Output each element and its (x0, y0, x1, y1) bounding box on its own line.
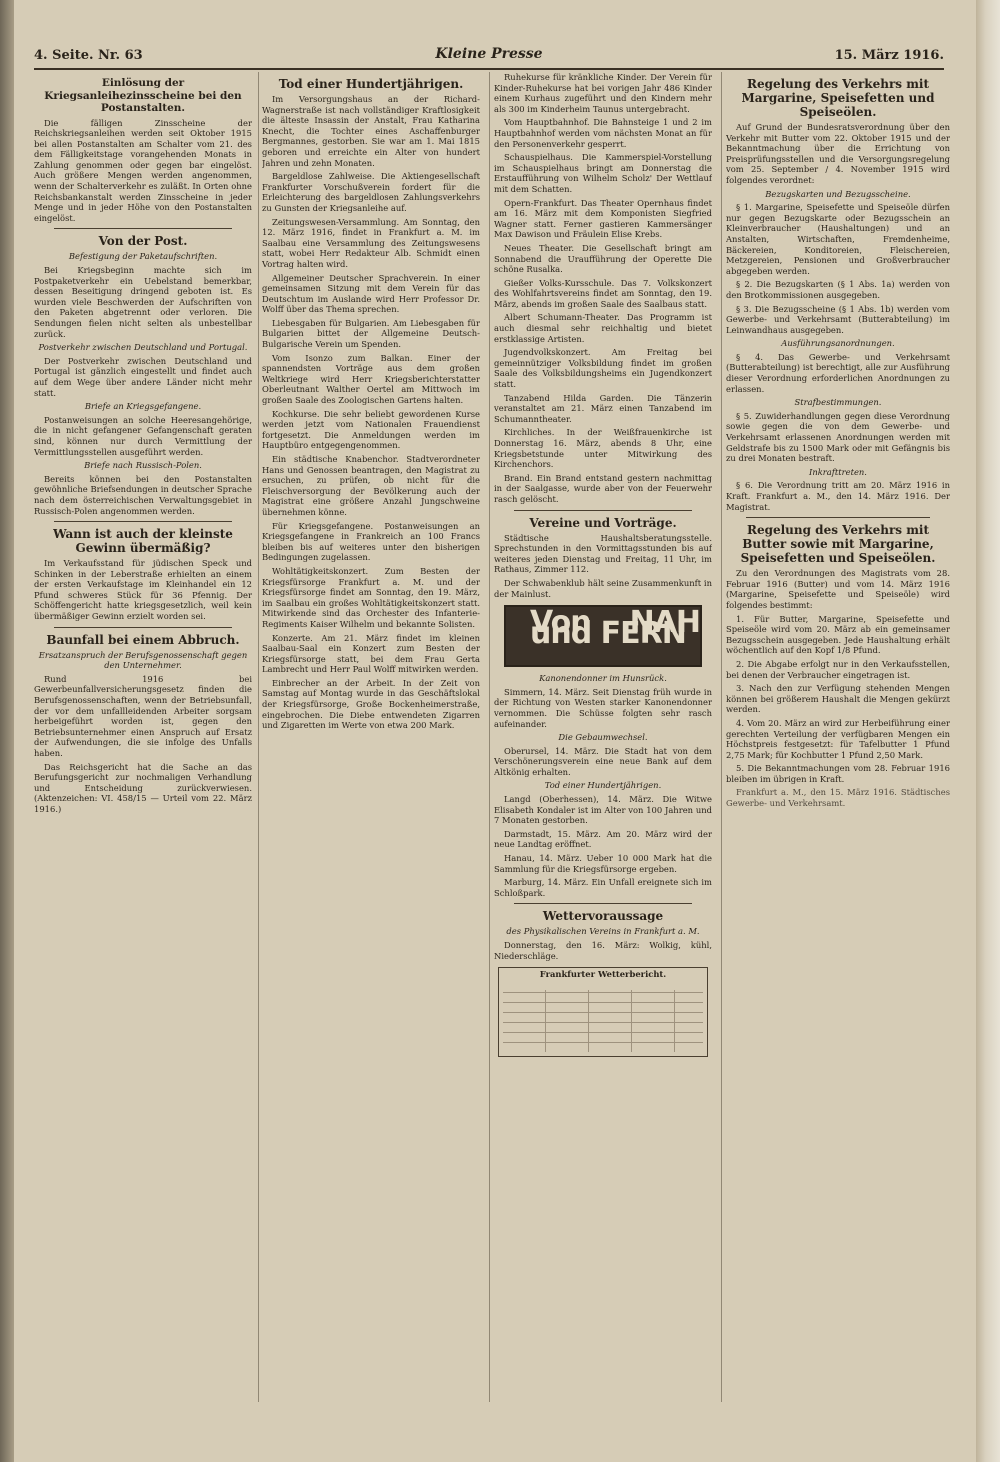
column-3 (494, 72, 712, 1402)
subheadline: Briefe nach Russisch-Polen. (84, 460, 202, 471)
article-text: Schauspielhaus. Die Kammerspiel-Vorstellung im Schauspielhaus bringt am Donnerstag die Erstaufführung von Wilhelm Scholz' Der Wettlauf mit dem Schatten. (494, 152, 712, 194)
article-text: Hanau, 14. März. Ueber 10 000 Mark hat die Sammlung für die Kriegsfürsorge ergeben. (494, 853, 712, 874)
article-text: Neues Theater. Die Gesellschaft bringt am Sonnabend die Uraufführung der Operette Die schöne Rusalka. (494, 242, 712, 275)
subheadline: Ausführungsanordnungen. (781, 338, 895, 349)
article-text: § 2. Die Bezugskarten (§ 1 Abs. 1a) werden von den Brotkommissionen ausgegeben. (726, 279, 950, 300)
column-2 (262, 72, 480, 1402)
subheadline: Tod einer Hundertjährigen. (544, 780, 662, 791)
divider (54, 228, 232, 229)
article-text: Der Postverkehr zwischen Deutschland und Portugal ist gänzlich eingestellt und findet auch auf dem Wege über andere Länder nicht mehr statt. (34, 355, 252, 398)
article-text: 3. Nach den zur Verfügung stehenden Mengen können bei größerem Haushalt die Mengen gekürzt werden. (726, 683, 950, 715)
article-text: § 6. Die Verordnung tritt am 20. März 1916 in Kraft. Frankfurt a. M., den 14. März 1916. Der Magistrat. (726, 480, 950, 512)
article-text: § 5. Zuwiderhandlungen gegen diese Verordnung sowie gegen die von dem Gewerbe- und Verkehrsamt erlassenen Anordnungen werden mit Geldstrafe bis zu 1500 Mark oder mit Gefängnis bis zu drei Monaten bestraft. (726, 410, 950, 464)
column-divider (721, 72, 722, 1402)
subheadline: Inkrafttreten. (809, 466, 867, 477)
weather-table-title: Frankfurter Wetterbericht. (539, 969, 667, 980)
article-text: Rund 1916 bei Gewerbeunfallversicherungsgesetz finden die Berufsgenossenschaften, wenn der Betriebsunfall, der vor dem unfallleidenden Arbeiter sorgsam herbeigeführt worden ist, gegen den Betriebsunternehmer einen Anspruch auf Ersatz der Aufwendungen, die sie infolge des Unfalls haben. (34, 673, 252, 758)
masthead (34, 44, 944, 70)
article-text: § 3. Die Bezugsscheine (§ 1 Abs. 1b) werden vom Gewerbe- und Verkehrsamt (Butterabteilung) im Leinwandhaus ausgegeben. (726, 303, 950, 335)
column-1 (34, 72, 252, 1402)
article-text: Die fälligen Zinsscheine der Reichskriegsanleihen werden seit Oktober 1915 bei allen Postanstalten am Schalter vom 21. des dem Fälligkeitstage vorangehenden Monats in Zahlung genommen oder gegen bar eingelöst. Auch größere Mengen werden angenommen, wenn der Schalterverkehr es zuläßt. In Orten ohne Reichsbankanstalt werden Zinsscheine in jeder Menge und in jeder Höhe von den Postanstalten eingelöst. (34, 117, 252, 223)
article-text: § 1. Margarine, Speisefette und Speiseöle dürfen nur gegen Bezugskarte oder Bezugsschein an Kleinverbraucher (Haushaltungen) und an Anstalten, Wirtschaften, Fremdenheime, Bäckereien, Konditoreien, Fleischereien, Metzgereien, Pensionen und Großverbraucher abgegeben werden. (726, 202, 950, 276)
article-text: Ein städtische Knabenchor. Stadtverordneter Hans und Genossen beantragen, den Magistrat zu ersuchen, zu prüfen, ob nicht für die Fleischversorgung der Bevölkerung auch der Magistrat eine größere Anzahl Jungschweine übernehmen könne. (262, 454, 480, 517)
article-text: Bargeldlose Zahlweise. Die Aktiengesellschaft Frankfurter Vorschußverein fordert für die Erleichterung des bargeldlosen Zahlungsverkehrs zu Gunsten der Kriegsanleihe auf. (262, 171, 480, 213)
subheadline: des Physikalischen Vereins in Frankfurt a. M. (506, 926, 700, 937)
article-text: Postanweisungen an solche Heeresangehörige, die in nicht gefangener Gefangenschaft geraten sind, können nur durch Vermittlung der Vermittlungsstellen ausgeführt werden. (34, 414, 252, 457)
column-divider (489, 72, 490, 1402)
page-number: 4. Seite. Nr. 63 (34, 48, 143, 63)
page-edge-left (0, 0, 14, 1462)
subheadline: Bezugskarten und Bezugsscheine. (765, 188, 911, 199)
article-text: Einbrecher an der Arbeit. In der Zeit von Samstag auf Montag wurde in das Geschäftslokal der Kriegsfürsorge, Große Bockenheimerstraße, eingebrochen. Die Diebe entwendeten Zigarren und Zigaretten im Werte von etwa 200 Mark. (262, 677, 480, 731)
article-text: Zeitungswesen-Versammlung. Am Sonntag, den 12. März 1916, findet in Frankfurt a. M. im Saalbau eine Versammlung des Zeitungswesens statt, wobei Herr Redakteur Alb. Schmidt einen Vortrag halten wird. (262, 216, 480, 269)
headline: Wann ist auch der kleinste Gewinn übermäßig? (53, 527, 233, 556)
article-text: Zu den Verordnungen des Magistrats vom 28. Februar 1916 (Butter) und vom 14. März 1916 (Margarine, Speisefette und Speiseöle) wird folgendes bestimmt: (726, 568, 950, 610)
divider (54, 627, 232, 628)
article-text: Langd (Oberhessen), 14. März. Die Witwe Elisabeth Kondaler ist im Alter von 100 Jahren und 7 Monaten gestorben. (494, 794, 712, 826)
article-text: 5. Die Bekanntmachungen vom 28. Februar 1916 bleiben im übrigen in Kraft. (726, 763, 950, 784)
headline: Baunfall bei einem Abbruch. (46, 632, 240, 647)
article-footer: Frankfurt a. M., den 15. März 1916. Städtisches Gewerbe- und Verkehrsamt. (726, 787, 950, 809)
article-text: Liebesgaben für Bulgarien. Am Liebesgaben für Bulgarien bittet der Allgemeine Deutsch-Bulgarische Verein um Spenden. (262, 317, 480, 350)
section-banner (504, 605, 702, 667)
article-text: Das Reichsgericht hat die Sache an das Berufungsgericht zur nochmaligen Verhandlung und Entscheidung zurückverwiesen. (Aktenzeichen: VI. 458/15 — Urteil vom 22. März 1916.) (34, 761, 252, 814)
article-text: Opern-Frankfurt. Das Theater Opernhaus findet am 16. März mit dem Komponisten Siegfried Wagner statt. Ferner gastieren Kammersänger Max Dawison und Fräulein Elise Krebs. (494, 197, 712, 240)
headline: Einlösung der Kriegsanleihezinsscheine bei den Postanstalten. (44, 77, 242, 114)
article-text: Kirchliches. In der Weißfrauenkirche ist Donnerstag 16. März, abends 8 Uhr, eine Kriegsbetstunde unter Mitwirkung des Kirchenchors. (494, 427, 712, 470)
page-edge-right (976, 0, 1000, 1462)
section-banner-title: Von NAH und FERN (530, 605, 700, 651)
subheadline: Postverkehr zwischen Deutschland und Portugal. (38, 342, 248, 353)
article-text: § 4. Das Gewerbe- und Verkehrsamt (Butterabteilung) ist berechtigt, alle zur Ausführung dieser Verordnung erforderlichen Anordnungen zu erlassen. (726, 351, 950, 394)
article-text: Allgemeiner Deutscher Sprachverein. In einer gemeinsamen Sitzung mit dem Verein für das Deutschtum im Auslande wird Herr Professor Dr. Wolff über das Thema sprechen. (262, 272, 480, 315)
article-text: 2. Die Abgabe erfolgt nur in den Verkaufsstellen, bei denen der Verbraucher eingetragen ist. (726, 658, 950, 680)
article-text: Bereits können bei den Postanstalten gewöhnliche Briefsendungen in deutscher Sprache nach dem österreichischen Verwaltungsgebiet in Russisch-Polen angenommen werden. (34, 473, 252, 516)
article-text: Wohltätigkeitskonzert. Zum Besten der Kriegsfürsorge Frankfurt a. M. und der Kriegsfürsorge findet am Sonntag, den 19. März, im Saalbau ein großes Wohltätigkeitskonzert statt. Mitwirkende sind das Orchester des Infanterie-Regiments Kaiser Wilhelm und bekannte Solisten. (262, 565, 480, 629)
headline: Wettervoraussage (542, 909, 664, 924)
headline: Tod einer Hundertjährigen. (278, 77, 464, 91)
article-text: Konzerte. Am 21. März findet im kleinen Saalbau-Saal ein Konzert zum Besten der Kriegsfürsorge statt, bei dem Frau Gerta Lambrecht und Herr Paul Wolff mitwirken werden. (262, 632, 480, 675)
divider (54, 521, 232, 522)
article-text: Auf Grund der Bundesratsverordnung über den Verkehr mit Butter vom 22. Oktober 1915 und der Bekanntmachung über die Errichtung von Preisprüfungsstellen und die Versorgungsregelung vom 25. September / 4. November 1915 wird folgendes verordnet: (726, 122, 950, 185)
divider (746, 517, 930, 518)
divider (514, 903, 692, 904)
newspaper-title: Kleine Presse (435, 46, 543, 62)
article-text: Albert Schumann-Theater. Das Programm ist auch diesmal sehr reichhaltig und bietet erstklassige Artisten. (494, 312, 712, 344)
headline: Regelung des Verkehrs mit Margarine, Speisefetten und Speiseölen. (741, 77, 935, 119)
article-text: Brand. Ein Brand entstand gestern nachmittag in der Saalgasse, wurde aber von der Feuerwehr rasch gelöscht. (494, 472, 712, 504)
article-text: 4. Vom 20. März an wird zur Herbeiführung einer gerechten Verteilung der verfügbaren Mengen ein Höchstpreis festgesetzt: für Tafelbutter 1 Pfund 2,75 Mark; für Kochbutter 1 Pfund 2,50 Mark. (726, 717, 950, 760)
weather-table-grid (503, 990, 703, 1052)
article-text: Städtische Haushaltsberatungsstelle. Sprechstunden in den Vormittagsstunden bis auf weiteres jeden Dienstag und Freitag, 11 Uhr, im Rathaus, Zimmer 112. (494, 532, 712, 575)
article-text: Oberursel, 14. März. Die Stadt hat von dem Verschönerungsverein eine neue Bank auf dem Altkönig erhalten. (494, 745, 712, 777)
article-text: Jugendvolkskonzert. Am Freitag bei gemeinnütziger Volksbildung findet im großen Saale des Volksbildungsheims ein Jugendkonzert statt. (494, 347, 712, 390)
headline: Regelung des Verkehrs mit Butter sowie mit Margarine, Speisefetten und Speiseölen. (740, 523, 936, 566)
article-text: Ruhekurse für kränkliche Kinder. Der Verein für Kinder-Ruhekurse hat bei vorigen Jahr 486 Kinder einem Kurhaus zugeführt und den Kindern mehr als 300 im Kinderheim Taunus untergebracht. (494, 72, 712, 114)
article-text: Vom Hauptbahnhof. Die Bahnsteige 1 und 2 im Hauptbahnhof werden vom nächsten Monat an für den Personenverkehr gesperrt. (494, 117, 712, 149)
article-text: Simmern, 14. März. Seit Dienstag früh wurde in der Richtung von Westen starker Kanonendonner vernommen. Die Schüsse folgten sehr rasch aufeinander. (494, 686, 712, 729)
headline: Vereine und Vorträge. (529, 515, 677, 530)
article-text: Im Verkaufsstand für jüdischen Speck und Schinken in der Leberstraße erhielten an einem der ersten Verkaufstage im Kleinhandel ein 12 Pfund schweres Stück für 36 Pfennig. Der Schöffengericht hatte kriegsgesetzlich, weil kein übermäßiger Gewinn erzielt worden sei. (34, 558, 252, 622)
article-text: Donnerstag, den 16. März: Wolkig, kühl, Niederschläge. (494, 940, 712, 961)
subheadline: Ersatzanspruch der Berufsgenossenschaft gegen den Unternehmer. (38, 649, 248, 671)
subheadline: Briefe an Kriegsgefangene. (84, 401, 202, 412)
article-text: Bei Kriegsbeginn machte sich im Postpaketverkehr ein Uebelstand bemerkbar, dessen Beseitigung dringend geboten ist. Es wurden viele Beschwerden der Aufschriften von den Paketen abgetrennt oder verloren. Die Sendungen fielen nicht selten als unbestellbar zurück. (34, 265, 252, 339)
article-text: Im Versorgungshaus an der Richard-Wagnerstraße ist nach vollständiger Kraftlosigkeit die älteste Insassin der Anstalt, Frau Katharina Knecht, die Tochter eines Aschaffenburger Bergmannes, gestorben. Sie war am 1. Mai 1815 geboren und erreichte ein Alter von hundert Jahren und zehn Monaten. (262, 94, 480, 168)
column-divider (258, 72, 259, 1402)
column-4 (726, 72, 950, 1402)
weather-table (498, 967, 708, 1057)
subheadline: Befestigung der Paketaufschriften. (68, 251, 218, 262)
article-text: Gießer Volks-Kursschule. Das 7. Volkskonzert des Wohlfahrtsvereins findet am Sonntag, den 19. März, abends im großen Saale des Saalbaus statt. (494, 277, 712, 309)
subheadline: Die Gebaumwechsel. (558, 732, 648, 743)
subheadline: Kanonendonner im Hunsrück. (539, 673, 667, 684)
article-text: Für Kriegsgefangene. Postanweisungen an Kriegsgefangene in Frankreich an 100 Francs bleiben bis auf weiteres unter den bisherigen Bedingungen zugelassen. (262, 520, 480, 563)
issue-date: 15. März 1916. (834, 48, 944, 63)
divider (514, 510, 692, 511)
subheadline: Strafbestimmungen. (794, 397, 882, 408)
headline: Von der Post. (98, 234, 188, 249)
article-text: Tanzabend Hilda Garden. Die Tänzerin veranstaltet am 21. März einen Tanzabend im Schumanntheater. (494, 392, 712, 424)
article-text: 1. Für Butter, Margarine, Speisefette und Speiseöle wird vom 20. März ab ein gemeinsamer Bezugsschein ausgegeben. Jede Haushaltung erhält wöchentlich auf den Kopf 1/8 Pfund. (726, 613, 950, 656)
article-text: Marburg, 14. März. Ein Unfall ereignete sich im Schloßpark. (494, 877, 712, 898)
article-text: Vom Isonzo zum Balkan. Einer der spannendsten Vorträge aus dem großen Weltkriege wird Herr Kriegsberichterstatter Oberleutnant Walther Oertel am Mittwoch im großen Saale des Zoologischen Gartens halten. (262, 352, 480, 406)
article-text: Darmstadt, 15. März. Am 20. März wird der neue Landtag eröffnet. (494, 828, 712, 850)
article-text: Kochkurse. Die sehr beliebt gewordenen Kurse werden jetzt vom Nationalen Frauendienst fortgesetzt. Die Anmeldungen werden im Hauptbüro entgegengenommen. (262, 408, 480, 451)
article-text: Der Schwabenklub hält seine Zusammenkunft in der Mainlust. (494, 577, 712, 599)
